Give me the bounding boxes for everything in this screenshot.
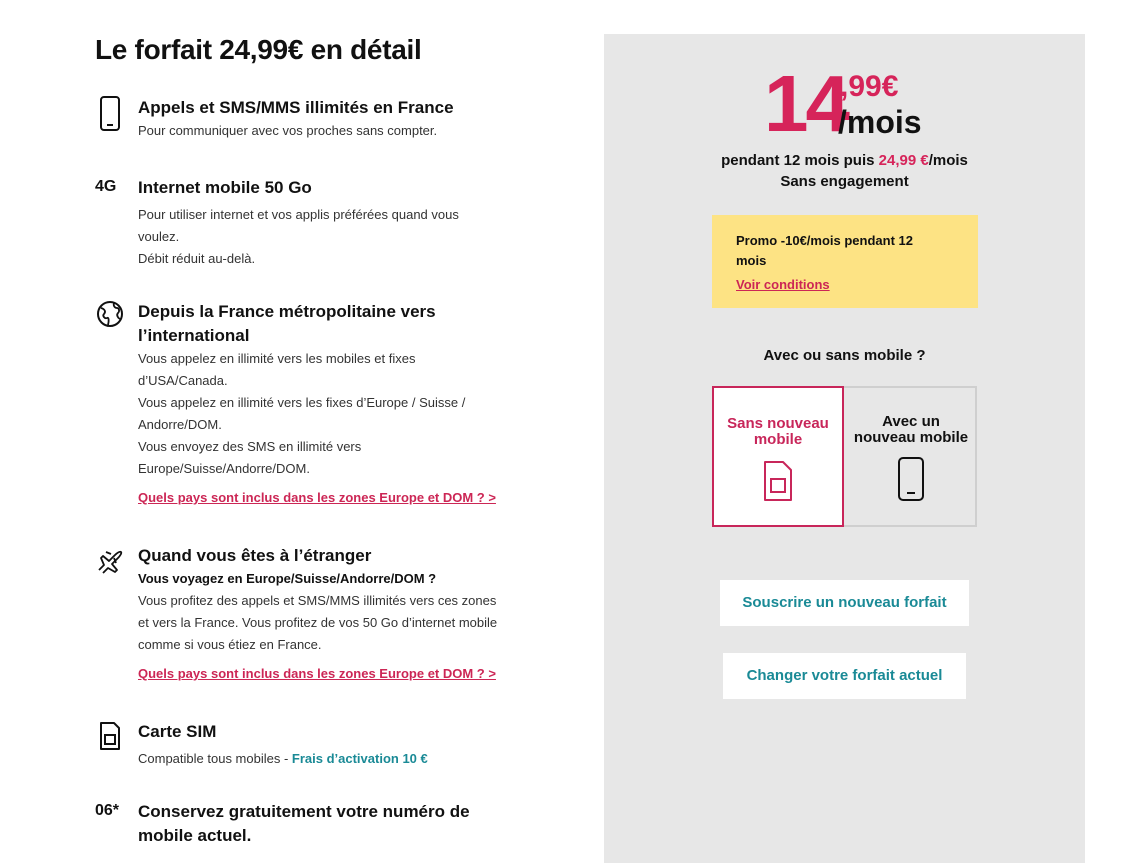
subscribe-button[interactable]: Souscrire un nouveau forfait: [720, 580, 969, 626]
plan-details: [95, 34, 555, 845]
sim-compat-text: Compatible tous mobiles -: [138, 751, 292, 766]
feature-abroad: [95, 544, 555, 683]
promo-text: mois: [736, 253, 767, 268]
feature-text: d’USA/Canada.: [138, 373, 228, 388]
price-unit: /mois: [838, 104, 922, 140]
period-text: pendant 12 mois puis: [721, 152, 879, 169]
feature-subtitle: Vous voyagez en Europe/Suisse/Andorre/DOM ?: [138, 571, 437, 586]
zones-link[interactable]: Quels pays sont inclus dans les zones Europe et DOM ? >: [138, 490, 496, 505]
feature-title: Conservez gratuitement votre numéro de: [138, 802, 470, 821]
page-title: Le forfait 24,99€ en détail: [95, 34, 422, 65]
smartphone-icon: [95, 96, 125, 132]
mobile-question: Avec ou sans mobile ?: [763, 347, 926, 364]
feature-text: Andorre/DOM.: [138, 417, 222, 432]
price-cents: ,99€: [840, 70, 899, 103]
feature-text: Vous appelez en illimité vers les fixes d’Europe / Suisse /: [138, 395, 466, 410]
feature-title: Appels et SMS/MMS illimités en France: [138, 98, 454, 117]
feature-text: Europe/Suisse/Andorre/DOM.: [138, 461, 310, 476]
price-period: [604, 150, 1085, 192]
feature-text: Pour communiquer avec vos proches sans compter.: [138, 123, 438, 138]
choice-with-mobile[interactable]: [845, 386, 977, 527]
feature-title: mobile actuel.: [138, 826, 252, 845]
choice-without-mobile[interactable]: [712, 386, 844, 527]
sim-card-icon: [95, 720, 125, 756]
conditions-link[interactable]: Voir conditions: [736, 277, 830, 292]
choice-label: [845, 414, 977, 446]
feature-text: Vous appelez en illimité vers les mobiles et fixes: [138, 351, 416, 366]
feature-title: Depuis la France métropolitaine vers: [138, 302, 436, 321]
period-unit: /mois: [928, 152, 968, 169]
smartphone-icon: [896, 456, 926, 507]
feature-title: Internet mobile 50 Go: [138, 178, 312, 197]
feature-portability: [95, 800, 555, 848]
feature-text: voulez.: [138, 229, 180, 244]
feature-text: Vous envoyez des SMS en illimité vers: [138, 439, 362, 454]
feature-text: comme si vous étiez en France.: [138, 637, 322, 652]
activation-fee: Frais d’activation 10 €: [291, 751, 428, 766]
globe-icon: [95, 300, 125, 336]
sim-card-icon: [761, 458, 795, 509]
feature-sim: [95, 720, 555, 770]
feature-calls: [95, 96, 555, 142]
choice-label-line: Avec un: [882, 413, 940, 430]
feature-text: Vous profitez des appels et SMS/MMS illimités vers ces zones: [138, 593, 497, 608]
price: [764, 59, 964, 148]
promo-text: Promo -10€/mois pendant 12: [736, 233, 913, 248]
choice-label-line: Sans nouveau: [727, 415, 829, 432]
commitment-text: Sans engagement: [780, 173, 909, 190]
feature-text: [138, 748, 555, 770]
feature-international: [95, 300, 555, 507]
choice-label-line: mobile: [753, 431, 803, 448]
offer-panel: [604, 34, 1085, 863]
feature-title: Quand vous êtes à l’étranger: [138, 546, 372, 565]
change-plan-button[interactable]: Changer votre forfait actuel: [723, 653, 966, 699]
feature-title: l’international: [138, 326, 250, 345]
number-icon: 06*: [95, 802, 120, 819]
period-price: 24,99 €: [878, 152, 929, 169]
feature-title: Carte SIM: [138, 722, 217, 741]
mobile-choice-group: [712, 386, 977, 527]
feature-internet: [95, 176, 555, 270]
4g-icon: 4G: [95, 178, 117, 195]
feature-text: Pour utiliser internet et vos applis préférées quand vous: [138, 207, 459, 222]
price-integer: 14: [764, 59, 847, 148]
zones-link[interactable]: Quels pays sont inclus dans les zones Europe et DOM ? >: [138, 666, 496, 681]
airplane-icon: [95, 544, 125, 580]
feature-text: Débit réduit au-delà.: [138, 251, 256, 266]
choice-label: [714, 416, 842, 448]
choice-label-line: nouveau mobile: [853, 429, 969, 446]
promo-box: [712, 215, 978, 308]
feature-text: et vers la France. Vous profitez de vos 50 Go d’internet mobile: [138, 615, 498, 630]
